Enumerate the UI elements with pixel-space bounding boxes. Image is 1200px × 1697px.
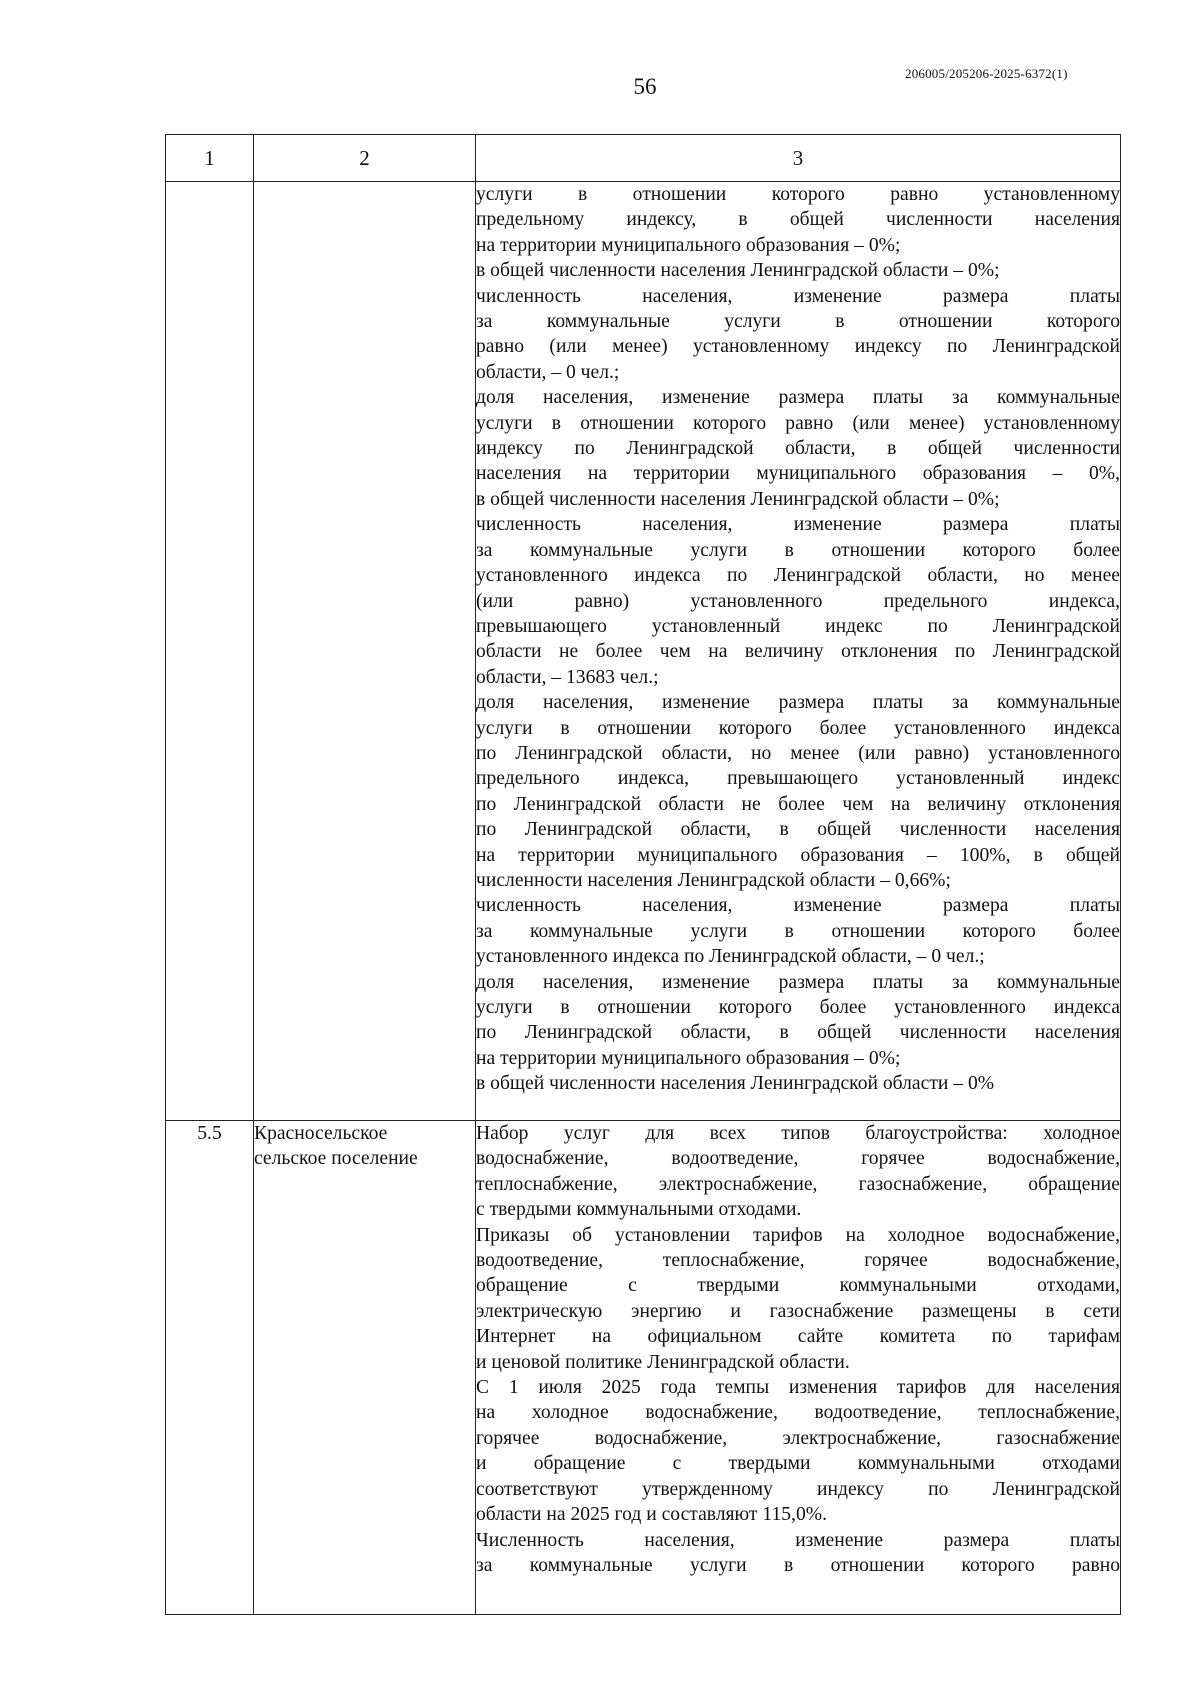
- text-line: установленного индекса по Ленинградской области, – 0 чел.;: [476, 946, 985, 968]
- text-line: предельному индексу, в общей численности населения: [476, 209, 1120, 231]
- municipality-cell: [254, 182, 476, 1121]
- text-line: на территории муниципального образования – 0%;: [476, 234, 901, 256]
- text-line: услуги в отношении которого более установленного индекса: [476, 717, 1120, 739]
- text-line: за коммунальные услуги в отношении которого более: [476, 920, 1120, 942]
- text-line: услуги в отношении которого более установленного индекса: [476, 997, 1120, 1018]
- text-line: горячее водоснабжение, электроснабжение, газоснабжение: [476, 1427, 1120, 1449]
- text-line: по Ленинградской области, в общей численности населения: [476, 1022, 1120, 1044]
- text-line: за коммунальные услуги в отношении которого: [476, 311, 1120, 333]
- text-line: на территории муниципального образования – 100%, в общей: [476, 844, 1120, 866]
- text-line: численность населения, изменение размера платы: [476, 285, 1120, 307]
- text-line: по Ленинградской области, но менее (или равно) установленного: [476, 742, 1120, 764]
- table-row: [166, 182, 1121, 1121]
- table-row: [166, 1121, 1121, 1615]
- text-line: установленного индекса по Ленинградской области, но менее: [476, 565, 1120, 587]
- municipality-name-line: сельское поселение: [254, 1148, 418, 1170]
- description-cell: [476, 1121, 1121, 1615]
- table-header-row: [166, 135, 1121, 182]
- text-line: Численность населения, изменение размера платы: [476, 1529, 1120, 1551]
- text-line: доля населения, изменение размера платы за коммунальные: [476, 692, 1120, 714]
- text-line: Интернет на официальном сайте комитета по тарифам: [476, 1326, 1120, 1348]
- row-number-cell: [166, 182, 254, 1121]
- text-line: и ценовой политике Ленинградской области.: [476, 1351, 850, 1373]
- tariff-table: [165, 134, 1121, 1615]
- text-line: численность населения, изменение размера платы: [476, 895, 1120, 917]
- text-line: численности населения Ленинградской области – 0,66%;: [476, 869, 951, 891]
- text-line: за коммунальные услуги в отношении которого равно: [476, 1554, 1120, 1576]
- text-line: электрическую энергию и газоснабжение размещены в сети: [476, 1300, 1120, 1322]
- text-line: в общей численности населения Ленинградской области – 0%: [476, 1073, 995, 1095]
- text-line: услуги в отношении которого равно установленному: [476, 184, 1120, 205]
- text-line: населения на территории муниципального образования – 0%,: [476, 463, 1120, 485]
- description-cell: [476, 182, 1121, 1121]
- text-line: Приказы об установлении тарифов на холодное водоснабжение,: [476, 1224, 1120, 1246]
- text-line: теплоснабжение, электроснабжение, газоснабжение, обращение: [476, 1173, 1120, 1195]
- text-line: водоснабжение, водоотведение, горячее водоснабжение,: [476, 1148, 1120, 1170]
- municipality-name-line: Красносельское: [254, 1123, 388, 1144]
- text-line: услуги в отношении которого равно (или менее) установленному: [476, 412, 1120, 434]
- text-line: С 1 июля 2025 года темпы изменения тарифов для населения: [476, 1377, 1120, 1399]
- column-header-1: 1: [166, 135, 254, 182]
- text-line: индексу по Ленинградской области, в общей численности: [476, 438, 1120, 460]
- text-line: на холодное водоснабжение, водоотведение, теплоснабжение,: [476, 1402, 1120, 1424]
- text-line: за коммунальные услуги в отношении которого более: [476, 539, 1120, 561]
- text-line: по Ленинградской области не более чем на величину отклонения: [476, 793, 1120, 815]
- text-line: обращение с твердыми коммунальными отходами,: [476, 1275, 1120, 1297]
- column-header-3: 3: [476, 135, 1121, 182]
- text-line: (или равно) установленного предельного индекса,: [476, 590, 1120, 612]
- text-line: области, – 13683 чел.;: [476, 666, 659, 688]
- text-line: доля населения, изменение размера платы за коммунальные: [476, 971, 1120, 993]
- text-line: Набор услуг для всех типов благоустройства: холодное: [476, 1123, 1120, 1144]
- description-text: [476, 1121, 1120, 1578]
- text-line: области, – 0 чел.;: [476, 361, 620, 383]
- text-line: с твердыми коммунальными отходами.: [476, 1199, 802, 1221]
- text-line: равно (или менее) установленному индексу по Ленинградской: [476, 336, 1120, 358]
- text-line: области не более чем на величину отклонения по Ленинградской: [476, 641, 1120, 663]
- row-number-cell: 5.5: [166, 1121, 254, 1615]
- text-line: доля населения, изменение размера платы за коммунальные: [476, 387, 1120, 409]
- text-line: на территории муниципального образования – 0%;: [476, 1047, 901, 1069]
- text-line: водоотведение, теплоснабжение, горячее водоснабжение,: [476, 1250, 1120, 1272]
- column-header-2: 2: [254, 135, 476, 182]
- text-line: в общей численности населения Ленинградской области – 0%;: [476, 260, 1000, 282]
- document-code: 206005/205206-2025-6372(1): [905, 66, 1068, 81]
- text-line: и обращение с твердыми коммунальными отходами: [476, 1453, 1120, 1475]
- text-line: соответствуют утвержденному индексу по Ленинградской: [476, 1478, 1120, 1500]
- text-line: превышающего установленный индекс по Ленинградской: [476, 615, 1120, 637]
- municipality-cell: [254, 1121, 476, 1615]
- page-number: 56: [633, 74, 657, 99]
- description-text: [476, 182, 1120, 1097]
- text-line: предельного индекса, превышающего установленный индекс: [476, 768, 1120, 790]
- text-line: в общей численности населения Ленинградской области – 0%;: [476, 488, 1000, 510]
- text-line: численность населения, изменение размера платы: [476, 514, 1120, 536]
- text-line: области на 2025 год и составляют 115,0%.: [476, 1504, 827, 1526]
- text-line: по Ленинградской области, в общей численности населения: [476, 819, 1120, 841]
